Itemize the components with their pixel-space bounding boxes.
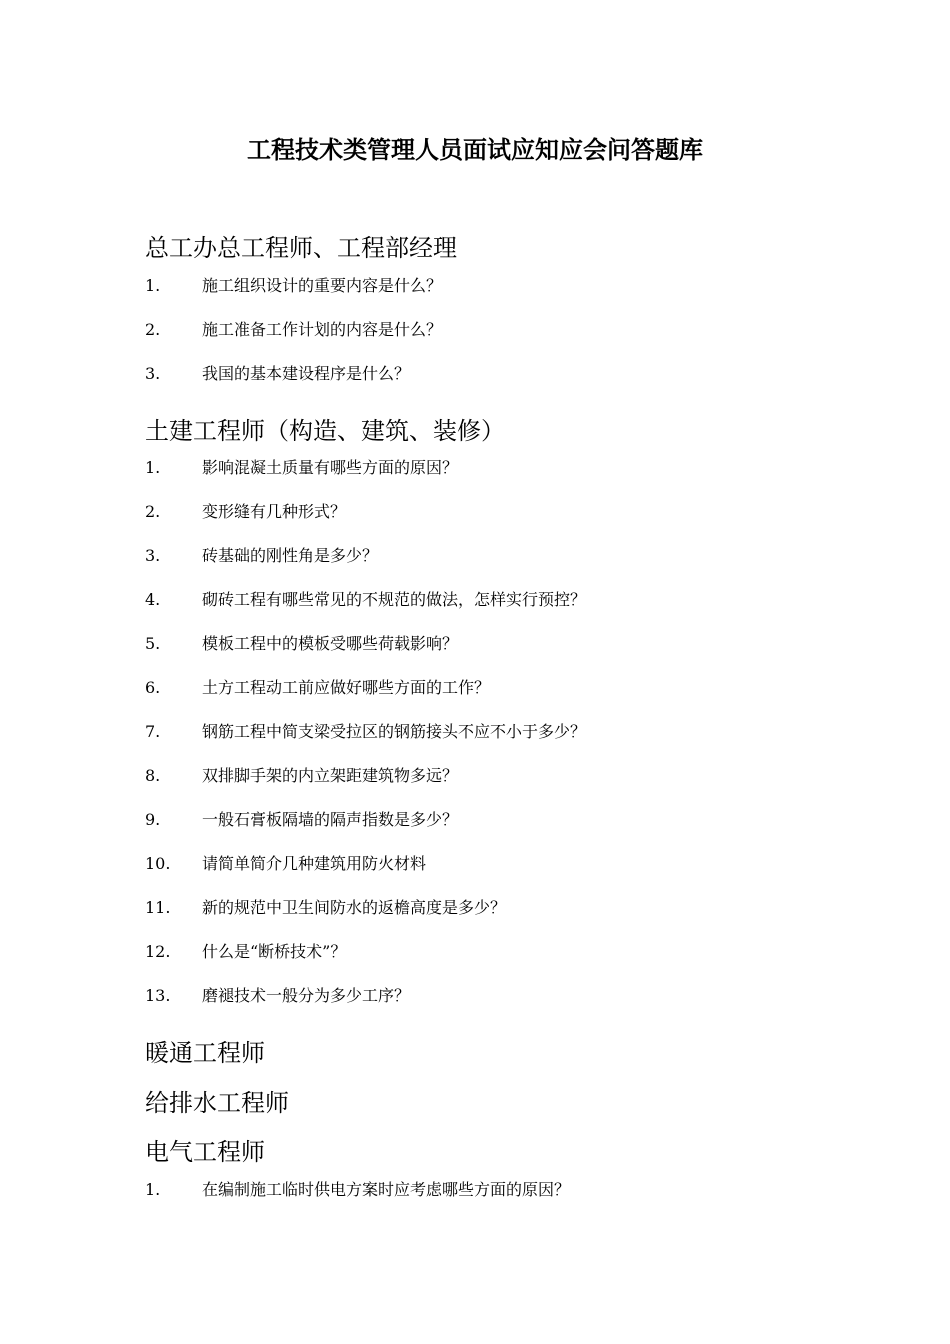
question-text: 影响混凝土质量有哪些方面的原因？ [202, 458, 459, 477]
question-text: 变形缝有几种形式？ [202, 502, 347, 521]
question-item [145, 274, 442, 298]
section-heading-hvac-engineer: 暖通工程师 [145, 1039, 265, 1067]
question-item [145, 456, 458, 480]
question-number: 9. [145, 810, 161, 829]
section-heading-civil-engineer: 土建工程师（构造、建筑、装修） [145, 417, 505, 445]
question-text: 磨褪技术一般分为多少工序？ [202, 986, 411, 1005]
question-text: 我国的基本建设程序是什么？ [202, 364, 411, 383]
question-number: 1. [145, 1180, 161, 1199]
question-item [145, 940, 346, 964]
page-title: 工程技术类管理人员面试应知应会问答题库 [247, 136, 703, 164]
question-text: 模板工程中的模板受哪些荷载影响？ [202, 634, 459, 653]
question-number: 10. [145, 854, 171, 873]
question-number: 1. [145, 276, 161, 295]
question-number: 5. [145, 634, 161, 653]
question-number: 13. [145, 986, 171, 1005]
question-item [145, 362, 410, 386]
question-item [145, 318, 442, 342]
question-item [145, 896, 506, 920]
question-number: 8. [145, 766, 161, 785]
question-item [145, 632, 458, 656]
question-text: 新的规范中卫生间防水的返檐高度是多少？ [202, 898, 507, 917]
question-number: 2. [145, 502, 161, 521]
section-heading-plumbing-engineer: 给排水工程师 [145, 1089, 289, 1117]
question-number: 2. [145, 320, 161, 339]
question-text: 请简单简介几种建筑用防火材料 [202, 854, 427, 873]
question-number: 3. [145, 546, 161, 565]
question-text: 双排脚手架的内立架距建筑物多远？ [202, 766, 459, 785]
question-text: 砌砖工程有哪些常见的不规范的做法，怎样实行预控？ [202, 590, 587, 609]
question-text: 钢筋工程中简支梁受拉区的钢筋接头不应不小于多少？ [202, 722, 587, 741]
question-item [145, 676, 490, 700]
question-number: 3. [145, 364, 161, 383]
question-item [145, 764, 458, 788]
question-number: 11. [145, 898, 171, 917]
question-item [145, 852, 426, 876]
question-item [145, 1178, 570, 1202]
question-number: 7. [145, 722, 161, 741]
question-text: 土方工程动工前应做好哪些方面的工作？ [202, 678, 491, 697]
question-number: 4. [145, 590, 161, 609]
question-item [145, 808, 458, 832]
question-item [145, 720, 586, 744]
section-heading-electrical-engineer: 电气工程师 [145, 1138, 265, 1166]
question-number: 6. [145, 678, 161, 697]
question-number: 1. [145, 458, 161, 477]
question-item [145, 544, 378, 568]
question-text: 施工准备工作计划的内容是什么？ [202, 320, 443, 339]
question-item [145, 588, 586, 612]
question-text: 在编制施工临时供电方案时应考虑哪些方面的原因？ [202, 1180, 571, 1199]
question-number: 12. [145, 942, 171, 961]
question-text: 施工组织设计的重要内容是什么？ [202, 276, 443, 295]
question-item [145, 500, 346, 524]
question-item [145, 984, 410, 1008]
question-text: 什么是“断桥技术”？ [202, 942, 347, 961]
section-heading-chief-engineer: 总工办总工程师、工程部经理 [145, 234, 457, 262]
question-text: 一般石膏板隔墙的隔声指数是多少？ [202, 810, 459, 829]
question-text: 砖基础的刚性角是多少？ [202, 546, 379, 565]
